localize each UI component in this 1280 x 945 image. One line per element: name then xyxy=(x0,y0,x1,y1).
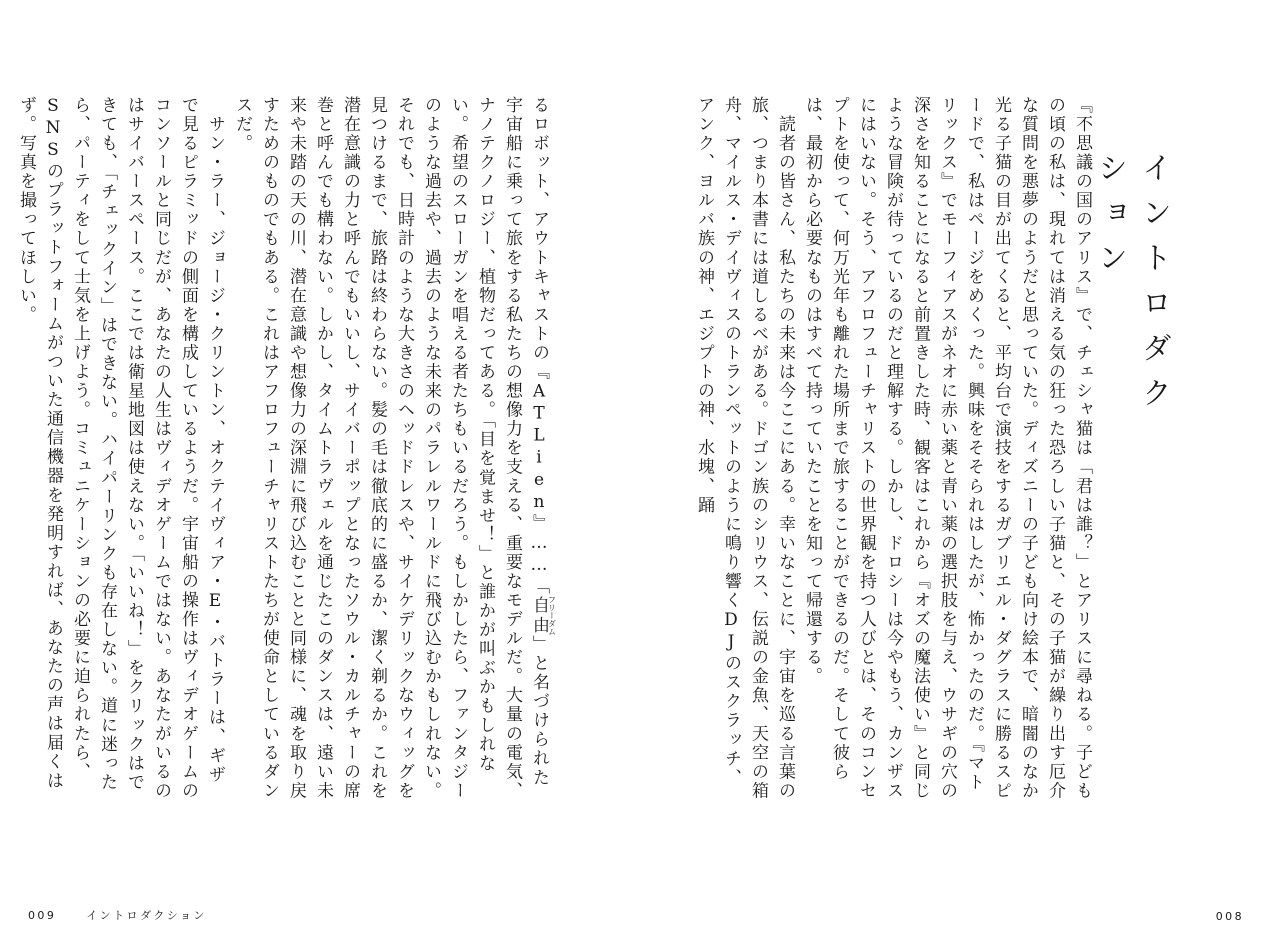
ruby-base: 自由 xyxy=(529,595,549,636)
right-paragraph-1: 『不思議の国のアリス』で、チェシャ猫は「君は誰？」とアリスに尋ねる。子どもの頃の私は、現れては消える気の狂った恐ろしい子猫と、その子猫が繰り出す厄介な質問を悪夢のようだと思っていた。ディズニーの子ども向け絵本で、暗闇のなか光る子猫の目が出てくると、平均台で演技をするガブリエル・ダグラスに勝るスピードで、私はページをめくった。興味をそそられはしたが、怖かったのだ。『マトリックス』でモーフィアスがネオに赤い薬と青い薬の選択肢を与え、ウサギの穴の深さを知ることになると前置きした時、観客はこれから『オズの魔法使い』と同じような冒険が待っているのだと理解する。しかし、ドロシーは今やもう、カンザスにはいない。そう、アフロフューチャリストの世界観を持つ人びとは、そのコンセプトを使って、何万光年も離れた場所まで旅することができるのだ。そして彼らは、最初から必要なものはすべて持っていたことを知って帰還する。 xyxy=(802,96,1092,801)
running-head: イントロダクション xyxy=(86,909,207,922)
left-paragraph-1 xyxy=(228,96,556,801)
right-paragraph-2: 読者の皆さん、私たちの未来は今ここにある。幸いなことに、宇宙を巡る言葉の旅、つまり本書には道しるべがある。ドゴン族のシリウス、伝説の金魚、天空の箱舟、マイルス・デイヴィスのトランペットのように鳴り響くDJのスクラッチ、アンク、ヨルバ族の神、エジプトの神、水塊、踊 xyxy=(694,96,795,801)
page-number-right: 008 xyxy=(1215,910,1244,923)
left-page-body xyxy=(16,96,557,801)
right-page-body xyxy=(625,96,1095,801)
page-number-left: 009 xyxy=(28,909,57,922)
right-footer xyxy=(1216,910,1244,923)
left-paragraph-1-part-2: 」と名づけられた宇宙船に乗って旅をする私たちの想像力を支える、重要なモデルだ。大量の電気、ナノテクノロジー、植物だってある。「目を覚ませ！」と誰かが叫ぶかもしれない。希望のスローガンを唱える者たちもいるだろう。もしかしたら、ファンタジーのような過去や、過去のような未来のパラレルワールドに飛び込むかもしれない。それでも、日時計のような大きさのヘッドドレスや、サイケデリックなウィッグを見つけるまで、旅路は終わらない。髪の毛は徹底的に盛るか、潔く剃るか。これを潜在意識の力と呼んでもいいし、サイバーポップとなったソウル・カルチャーの席巻と呼んでも構わない。しかし、タイムトラヴェルを通じたこのダンスは、遠い未来や未踏の天の川、潜在意識や想像力の深淵に飛び込むことと同様に、魂を取り戻すためのものでもある。これはアフロフューチャリストたちが使命としているダンスだ。 xyxy=(232,96,549,801)
right-page xyxy=(640,0,1280,945)
ruby-reading: フリーダム xyxy=(547,595,557,636)
left-paragraph-2: サン・ラー、ジョージ・クリントン、オクテイヴィア・E・バトラーは、ギザで見るピラミッドの側面を構成しているようだ。宇宙船の操作はヴィデオゲームのコンソールと同じだが、あなたの人生はヴィデオゲームではない。あなたがいるのはサイバースペース。ここでは衛星地図は使えない。「いいね！」をクリックはできても、「チェックイン」はできない。ハイパーリンクも存在しない。道に迷ったら、パーティをして士気を上げよう。コミュニケーションの必要に迫られたら、SNSのプラットフォームがついた通信機器を発明すれば、あなたの声は届くはず。写真を撮ってほしい。 xyxy=(16,96,225,801)
left-footer xyxy=(28,907,207,923)
chapter-title: イントロダクション xyxy=(1092,152,1171,422)
ruby-freedom xyxy=(529,595,557,636)
left-paragraph-1-part-1: るロボット、アウトキャストの『ATLien』……「 xyxy=(529,96,549,596)
